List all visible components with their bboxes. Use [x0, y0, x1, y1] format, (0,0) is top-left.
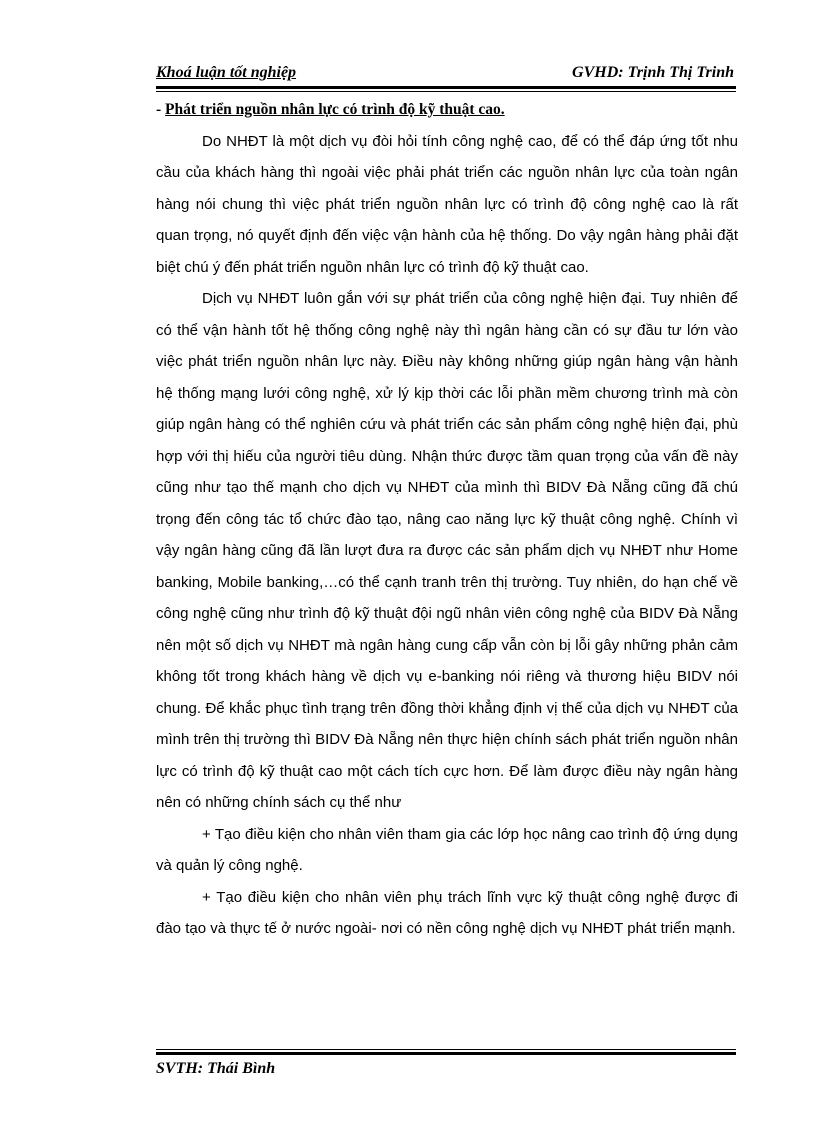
footer-rule-thin [156, 1049, 736, 1050]
header-rule-thick [156, 86, 736, 89]
section-dash: - [156, 101, 166, 118]
footer-rule-thick [156, 1052, 736, 1055]
section-title: Phát triển nguồn nhân lực có trình độ kỹ thuật cao. [165, 101, 505, 118]
header-supervisor: GVHD: Trịnh Thị Trinh [572, 64, 734, 81]
bullet-item-2: + Tạo điều kiện cho nhân viên phụ trách lĩnh vực kỹ thuật công nghệ được đi đào tạo và thực tế ở nước ngoài- nơi có nền công nghệ dịch vụ NHĐT phát triển mạnh. [156, 888, 738, 937]
paragraph-1: Do NHĐT là một dịch vụ đòi hỏi tính công nghệ cao, để có thể đáp ứng tốt nhu cầu của khách hàng thì ngoài việc phải phát triển các nguồn nhân lực của toàn ngân hàng nói chung thì việc phát triển nguồn nhân lực có trình độ công nghệ cao là rất quan trọng, nó quyết định đến việc vận hành của hệ thống. Do vậy ngân hàng phải đặt biệt chú ý đến phát triển nguồn nhân lực có trình độ kỹ thuật cao. [156, 132, 738, 276]
page-body [156, 94, 738, 945]
section-heading [156, 94, 738, 126]
header-rule-thin [156, 91, 736, 92]
header-thesis-label: Khoá luận tốt nghiệp [156, 64, 297, 81]
paragraph-2: Dịch vụ NHĐT luôn gắn với sự phát triển của công nghệ hiện đại. Tuy nhiên để có thể vận hành tốt hệ thống công nghệ này thì ngân hàng cần có sự đầu tư lớn vào việc phát triển nguồn nhân lực này. Điều này không những giúp ngân hàng vận hành hệ thống mạng lưới công nghệ, xử lý kịp thời các lỗi phần mềm chương trình mà còn giúp ngân hàng có thể nghiên cứu và phát triển các sản phẩm công nghệ hiện đại, phù hợp với thị hiếu của người tiêu dùng. Nhận thức được tầm quan trọng của vấn đề này cũng như tạo thế mạnh cho dịch vụ NHĐT của mình thì BIDV Đà Nẵng cũng đã chú trọng đến công tác tổ chức đào tạo, nâng cao năng lực kỹ thuật công nghệ. Chính vì vậy ngân hàng cũng đã lần lượt đưa ra được các sản phẩm dịch vụ NHĐT như Home banking, Mobile banking,…có thể cạnh tranh trên thị trường. Tuy nhiên, do hạn chế về công nghệ cũng như trình độ kỹ thuật đội ngũ nhân viên công nghệ của BIDV Đà Nẵng nên một số dịch vụ NHĐT mà ngân hàng cung cấp vẫn còn bị lỗi gây những phản cảm không tốt trong khách hàng về dịch vụ e-banking nói riêng và thương hiệu BIDV nói chung. Để khắc phục tình trạng trên đồng thời khẳng định vị thế của dịch vụ NHĐT của mình trên thị trường thì BIDV Đà Nẵng nên thực hiện chính sách phát triển nguồn nhân lực có trình độ kỹ thuật cao một cách tích cực hơn. Để làm được điều này ngân hàng nên có những chính sách cụ thể như [156, 290, 738, 811]
bullet-item-1: + Tạo điều kiện cho nhân viên tham gia các lớp học nâng cao trình độ ứng dụng và quản lý công nghệ. [156, 825, 738, 874]
footer-student: SVTH: Thái Bình [156, 1060, 276, 1077]
